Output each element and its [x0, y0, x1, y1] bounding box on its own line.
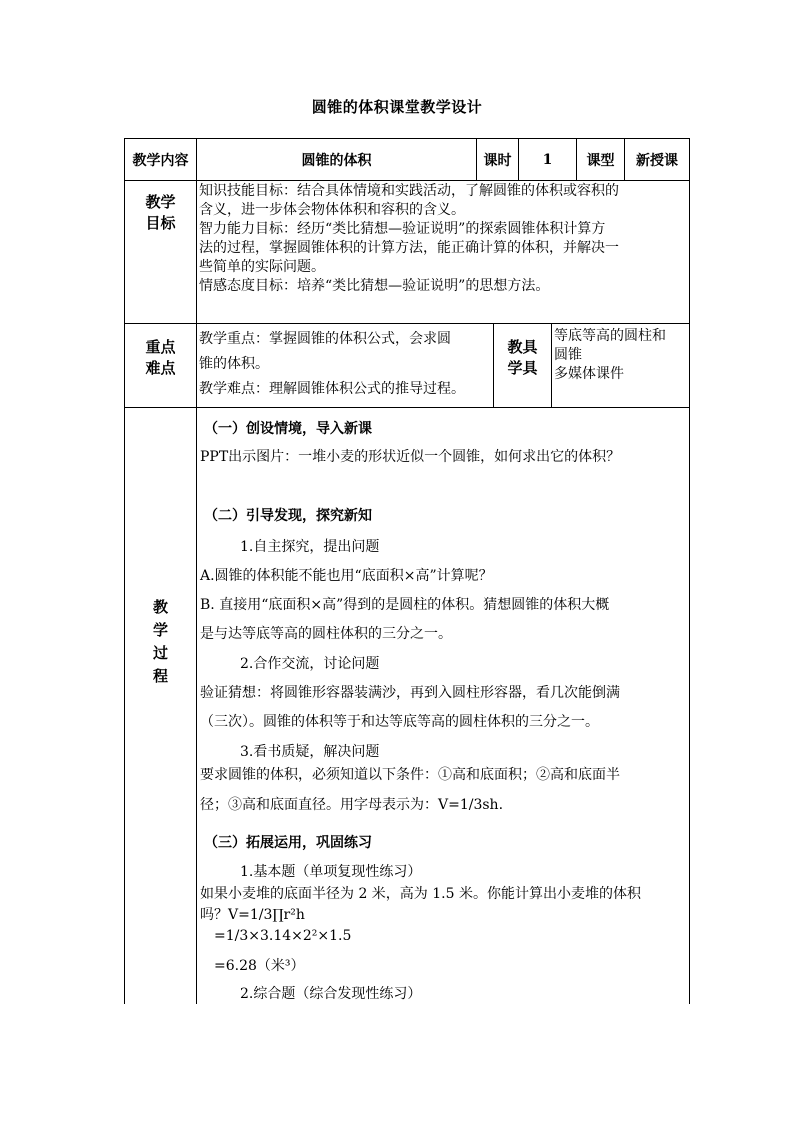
step-heading: 2.合作交流，讨论问题	[240, 656, 380, 672]
process-line: 验证猜想：将圆锥形容器装满沙，再到入圆柱形容器，看几次能倒满	[200, 685, 620, 701]
process-label-char: 学	[152, 621, 168, 639]
process-line: 径；③高和底面直径。用字母表示为：V=1/3sh.	[200, 797, 504, 813]
process-line: B. 直接用“底面积×高”得到的是圆柱的体积。猜想圆锥的体积大概	[200, 597, 610, 613]
objectives-line: 智力能力目标：经历“类比猜想—验证说明”的探索圆锥体积计算方	[199, 221, 606, 237]
process-line: 要求圆锥的体积，必须知道以下条件：①高和底面积；②高和底面半	[200, 767, 620, 783]
objectives-line: 含义，进一步体会物体体积和容积的含义。	[199, 202, 465, 218]
formula-line: =6.28（米³）	[214, 958, 305, 974]
objectives-label-line2: 目标	[145, 214, 176, 232]
section-heading: （一）创设情境，导入新课	[204, 421, 372, 437]
process-label-char: 过	[152, 644, 168, 662]
content-label: 教学内容	[132, 152, 189, 169]
section-heading: （三）拓展运用，巩固练习	[204, 835, 372, 851]
process-label-char: 教	[152, 598, 168, 616]
type-label: 课型	[586, 152, 615, 169]
section-heading: （二）引导发现，探究新知	[204, 508, 372, 524]
objectives-line: 情感态度目标：培养“类比猜想—验证说明”的思想方法。	[199, 278, 550, 294]
process-line: A.圆锥的体积能不能也用“底面积×高”计算呢？	[200, 568, 493, 584]
objectives-line: 法的过程，掌握圆锥体积的计算方法，能正确计算的体积，并解决一	[199, 240, 619, 256]
tools-label-line2: 学具	[507, 359, 538, 377]
objectives-line: 些简单的实际问题。	[199, 259, 325, 275]
process-line: PPT出示图片：一堆小麦的形状近似一个圆锥，如何求出它的体积？	[200, 449, 621, 465]
keypoints-label	[125, 337, 196, 379]
content-value: 圆锥的体积	[301, 152, 372, 169]
step-heading: 2.综合题（综合发现性练习）	[240, 986, 422, 1002]
formula-line: =1/3×3.14×2²×1.5	[214, 928, 352, 944]
table-col-divider	[196, 138, 197, 1004]
period-label: 课时	[483, 152, 512, 169]
table-row-divider	[124, 180, 690, 181]
table-row-divider	[124, 407, 690, 408]
keypoints-label-line1: 重点	[145, 338, 176, 356]
formula-line: 吗？V=1/3∏r²h	[200, 907, 305, 923]
objectives-text	[199, 182, 691, 296]
objectives-label	[125, 192, 196, 234]
table-row-divider	[124, 323, 690, 324]
table-border-left	[124, 138, 125, 1004]
tools-label	[494, 337, 551, 379]
step-heading: 1.自主探究，提出问题	[240, 539, 380, 555]
objectives-line: 知识技能目标：结合具体情境和实践活动，了解圆锥的体积或容积的	[199, 183, 619, 199]
table-col-divider	[551, 323, 552, 407]
period-value: 1	[542, 151, 553, 168]
process-line: 如果小麦堆的底面半径为 2 米，高为 1.5 米。你能计算出小麦堆的体积	[200, 886, 641, 902]
tools-text	[554, 327, 689, 384]
tools-line: 等底等高的圆柱和	[554, 328, 666, 344]
type-value: 新授课	[636, 152, 678, 169]
keypoints-label-line2: 难点	[145, 359, 176, 377]
keypoints-text	[199, 327, 493, 402]
process-label	[125, 596, 196, 688]
process-label-char: 程	[152, 667, 168, 685]
step-heading: 1.基本题（单项复现性练习）	[240, 864, 422, 880]
process-line: 是与达等底等高的圆柱体积的三分之一。	[200, 626, 452, 642]
keypoints-line: 教学难点：理解圆锥体积公式的推导过程。	[199, 381, 465, 397]
keypoints-line: 教学重点：掌握圆锥的体积公式，会求圆	[199, 331, 451, 347]
tools-line: 多媒体课件	[554, 366, 624, 382]
step-heading: 3.看书质疑，解决问题	[240, 744, 380, 760]
keypoints-line: 锥的体积。	[199, 356, 269, 372]
tools-label-line1: 教具	[507, 338, 538, 356]
objectives-label-line1: 教学	[145, 193, 176, 211]
process-line: （三次）。圆锥的体积等于和达等底等高的圆柱体积的三分之一。	[200, 714, 599, 730]
tools-line: 圆锥	[554, 347, 582, 363]
document-title: 圆锥的体积课堂教学设计	[311, 98, 483, 116]
